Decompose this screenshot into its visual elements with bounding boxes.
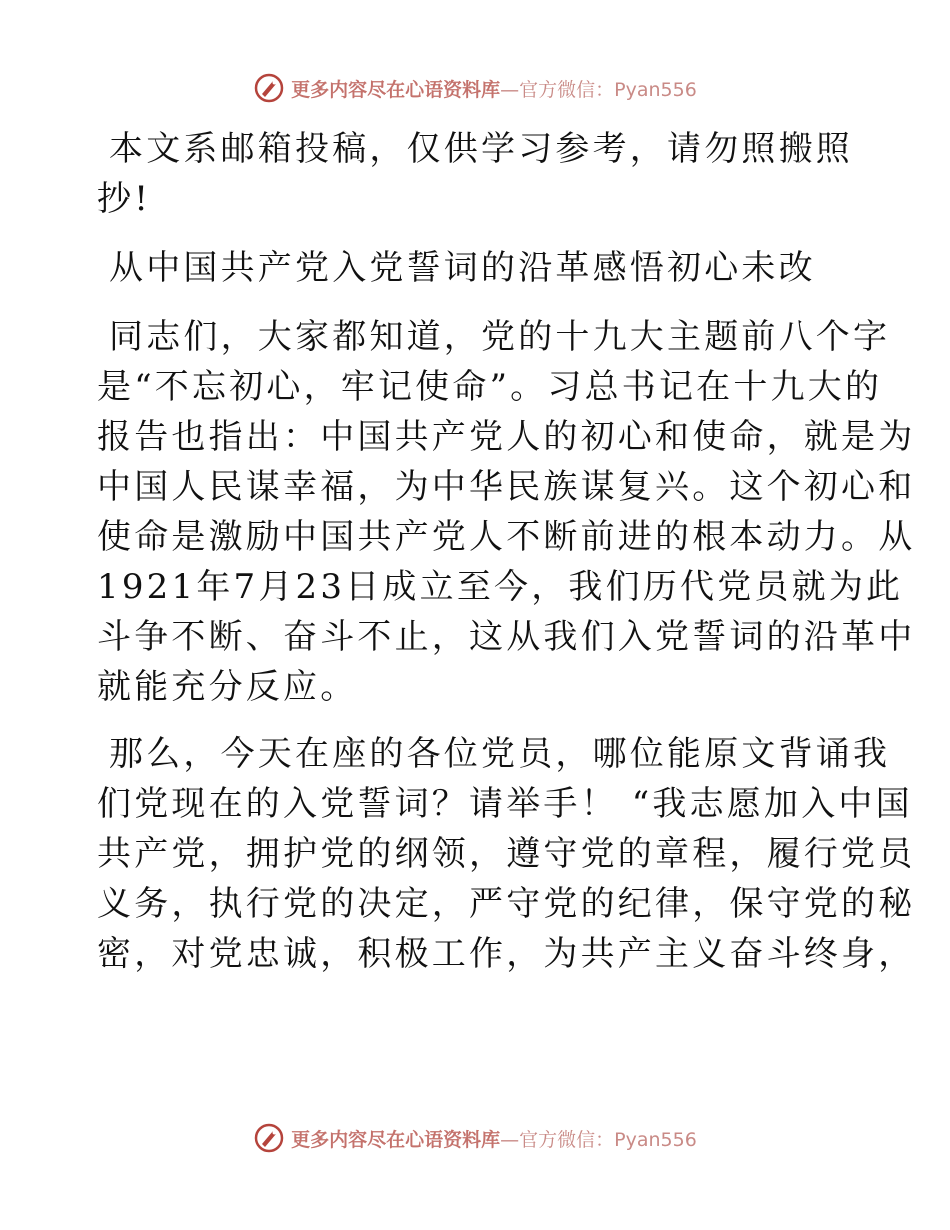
paragraph-line: 们党现在的入党誓词？请举手！ “我志愿加入中国 [97, 784, 913, 824]
paragraph-line: 同志们，大家都知道，党的十九大主题前八个字 [109, 317, 891, 357]
banner-text: 更多内容尽在心语资料库—官方微信：Pyan556 [291, 1128, 697, 1151]
paragraph-line: 就能充分反应。 [97, 667, 358, 707]
paragraph-line: 斗争不断、奋斗不止，这从我们入党誓词的沿革中 [97, 617, 916, 657]
notice-line: 本文系邮箱投稿，仅供学习参考，请勿照搬照 [109, 129, 853, 169]
notice-line: 抄! [97, 179, 152, 219]
paragraph-line: 密，对党忠诚，积极工作，为共产主义奋斗终身， [97, 934, 916, 974]
banner-text: 更多内容尽在心语资料库—官方微信：Pyan556 [291, 78, 697, 101]
footer-banner [0, 1122, 950, 1154]
title-text: 从中国共产党入党誓词的沿革感悟初心未改 [109, 248, 816, 288]
pen-circle-logo-icon [253, 1122, 285, 1154]
paragraph-line: 使命是激励中国共产党人不断前进的根本动力。从 [97, 517, 916, 557]
paragraph-line: 1921年7月23日成立至今，我们历代党员就为此 [97, 567, 904, 607]
paragraph-line: 义务，执行党的决定，严守党的纪律，保守党的秘 [97, 884, 916, 924]
paragraph-line: 中国人民谋幸福，为中华民族谋复兴。这个初心和 [97, 467, 916, 507]
article-title [97, 243, 857, 293]
paragraph-line: 是“不忘初心，牢记使命”。习总书记在十九大的 [97, 367, 883, 407]
paragraph-line: 那么，今天在座的各位党员，哪位能原文背诵我 [109, 734, 891, 774]
pen-circle-logo-icon [253, 72, 285, 104]
document-body [97, 124, 916, 979]
header-banner [0, 72, 950, 104]
paragraph-line: 共产党，拥护党的纲领，遵守党的章程，履行党员 [97, 834, 916, 874]
paragraph-2 [97, 729, 916, 979]
paragraph-line: 报告也指出：中国共产党人的初心和使命，就是为 [97, 417, 916, 457]
paragraph-1 [97, 312, 916, 712]
notice-paragraph [97, 124, 857, 224]
